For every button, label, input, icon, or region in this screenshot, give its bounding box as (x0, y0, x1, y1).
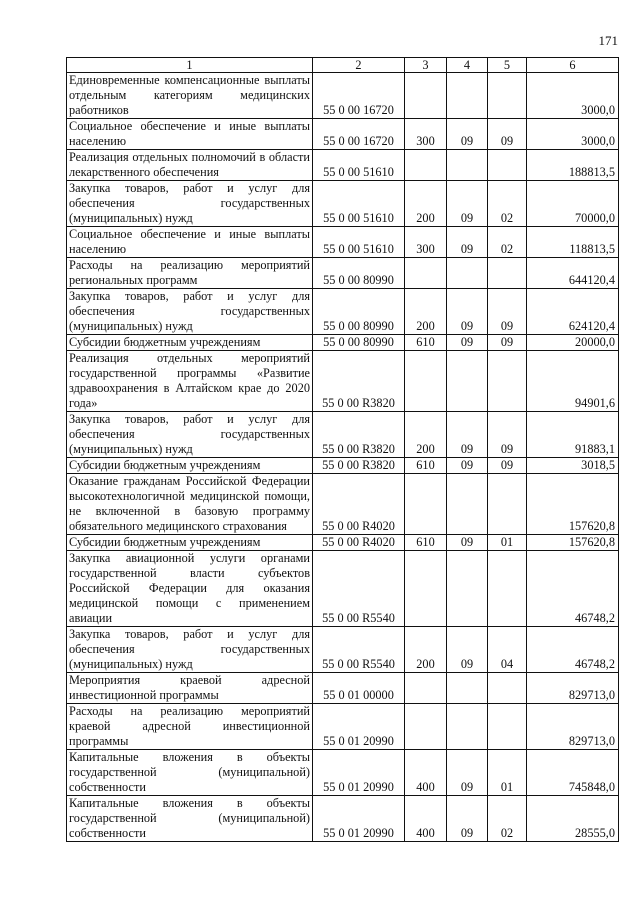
row-sum-cell: 3000,0 (527, 73, 619, 119)
row-sum-cell: 644120,4 (527, 258, 619, 289)
row-name-cell: Расходы на реализацию мероприятий региональных программ (67, 258, 313, 289)
row-name-cell: Расходы на реализацию мероприятий краевой адресной инвестиционной программы (67, 704, 313, 750)
row-pr-cell (488, 351, 527, 412)
row-code-cell: 55 0 00 R5540 (313, 551, 405, 627)
row-code-cell: 55 0 00 16720 (313, 119, 405, 150)
row-name-cell: Капитальные вложения в объекты государственной (муниципальной) собственности (67, 796, 313, 842)
row-code-cell: 55 0 00 80990 (313, 335, 405, 351)
row-pr-cell: 02 (488, 227, 527, 258)
row-sum-cell: 3000,0 (527, 119, 619, 150)
row-rz-cell: 09 (447, 796, 488, 842)
row-pr-cell (488, 704, 527, 750)
row-name-cell: Закупка товаров, работ и услуг для обеспечения государственных (муниципальных) нужд (67, 627, 313, 673)
row-sum-cell: 829713,0 (527, 673, 619, 704)
row-pr-cell (488, 73, 527, 119)
row-name-cell: Закупка товаров, работ и услуг для обеспечения государственных (муниципальных) нужд (67, 289, 313, 335)
row-sum-cell: 91883,1 (527, 412, 619, 458)
row-sum-cell: 829713,0 (527, 704, 619, 750)
row-pr-cell: 09 (488, 458, 527, 474)
row-code-cell: 55 0 00 R4020 (313, 474, 405, 535)
row-name-cell: Социальное обеспечение и иные выплаты населению (67, 227, 313, 258)
row-vr-cell: 300 (405, 227, 447, 258)
row-rz-cell: 09 (447, 627, 488, 673)
row-name-cell: Субсидии бюджетным учреждениям (67, 458, 313, 474)
row-vr-cell (405, 73, 447, 119)
table-row (67, 335, 619, 351)
row-pr-cell (488, 150, 527, 181)
row-code-cell: 55 0 01 00000 (313, 673, 405, 704)
row-pr-cell (488, 673, 527, 704)
row-rz-cell: 09 (447, 458, 488, 474)
row-name-cell: Единовременные компенсационные выплаты отдельным категориям медицинских работников (67, 73, 313, 119)
row-rz-cell (447, 73, 488, 119)
row-vr-cell: 610 (405, 535, 447, 551)
row-vr-cell: 610 (405, 335, 447, 351)
table-row (67, 150, 619, 181)
table-header-row (67, 58, 619, 73)
column-header: 6 (527, 58, 619, 73)
row-name-cell: Капитальные вложения в объекты государственной (муниципальной) собственности (67, 750, 313, 796)
row-sum-cell: 745848,0 (527, 750, 619, 796)
row-code-cell: 55 0 00 80990 (313, 289, 405, 335)
row-rz-cell (447, 258, 488, 289)
row-rz-cell: 09 (447, 119, 488, 150)
row-vr-cell: 200 (405, 627, 447, 673)
row-sum-cell: 70000,0 (527, 181, 619, 227)
row-sum-cell: 188813,5 (527, 150, 619, 181)
table-row (67, 227, 619, 258)
table-row (67, 119, 619, 150)
row-pr-cell: 02 (488, 181, 527, 227)
row-pr-cell: 02 (488, 796, 527, 842)
row-name-cell: Реализация отдельных мероприятий государственной программы «Развитие здравоохранения в Алтайском крае до 2020 года» (67, 351, 313, 412)
row-name-cell: Субсидии бюджетным учреждениям (67, 535, 313, 551)
table-row (67, 181, 619, 227)
table-row (67, 258, 619, 289)
row-name-cell: Субсидии бюджетным учреждениям (67, 335, 313, 351)
row-sum-cell: 28555,0 (527, 796, 619, 842)
column-header: 4 (447, 58, 488, 73)
column-header: 1 (67, 58, 313, 73)
row-pr-cell: 09 (488, 119, 527, 150)
row-rz-cell (447, 351, 488, 412)
row-pr-cell: 09 (488, 335, 527, 351)
row-rz-cell (447, 551, 488, 627)
row-name-cell: Оказание гражданам Российской Федерации высокотехнологичной медицинской помощи, не включенной в базовую программу обязательного медицинского страхования (67, 474, 313, 535)
table-row (67, 412, 619, 458)
column-header: 3 (405, 58, 447, 73)
row-sum-cell: 46748,2 (527, 551, 619, 627)
table-row (67, 750, 619, 796)
table-row (67, 796, 619, 842)
row-sum-cell: 46748,2 (527, 627, 619, 673)
table-row (67, 351, 619, 412)
row-code-cell: 55 0 01 20990 (313, 796, 405, 842)
row-rz-cell (447, 150, 488, 181)
row-rz-cell: 09 (447, 227, 488, 258)
row-vr-cell: 400 (405, 750, 447, 796)
row-name-cell: Социальное обеспечение и иные выплаты населению (67, 119, 313, 150)
row-vr-cell (405, 150, 447, 181)
row-vr-cell: 300 (405, 119, 447, 150)
row-code-cell: 55 0 01 20990 (313, 704, 405, 750)
row-vr-cell: 200 (405, 289, 447, 335)
table-row (67, 289, 619, 335)
row-rz-cell: 09 (447, 289, 488, 335)
row-code-cell: 55 0 00 51610 (313, 181, 405, 227)
row-rz-cell (447, 704, 488, 750)
table-body (67, 73, 619, 842)
row-sum-cell: 157620,8 (527, 474, 619, 535)
row-pr-cell: 01 (488, 535, 527, 551)
row-code-cell: 55 0 00 R3820 (313, 351, 405, 412)
row-vr-cell (405, 258, 447, 289)
row-sum-cell: 20000,0 (527, 335, 619, 351)
table-row (67, 73, 619, 119)
budget-table (66, 57, 619, 842)
row-code-cell: 55 0 01 20990 (313, 750, 405, 796)
table-row (67, 474, 619, 535)
column-header: 2 (313, 58, 405, 73)
table-row (67, 458, 619, 474)
row-code-cell: 55 0 00 51610 (313, 227, 405, 258)
row-vr-cell (405, 551, 447, 627)
row-code-cell: 55 0 00 R3820 (313, 458, 405, 474)
row-sum-cell: 3018,5 (527, 458, 619, 474)
row-name-cell: Закупка товаров, работ и услуг для обеспечения государственных (муниципальных) нужд (67, 412, 313, 458)
row-sum-cell: 624120,4 (527, 289, 619, 335)
row-name-cell: Реализация отдельных полномочий в области лекарственного обеспечения (67, 150, 313, 181)
row-code-cell: 55 0 00 R5540 (313, 627, 405, 673)
row-vr-cell (405, 474, 447, 535)
row-vr-cell (405, 704, 447, 750)
table-row (67, 627, 619, 673)
page-number: 171 (598, 33, 618, 48)
row-rz-cell (447, 474, 488, 535)
row-vr-cell: 200 (405, 412, 447, 458)
row-vr-cell (405, 673, 447, 704)
row-rz-cell: 09 (447, 412, 488, 458)
row-pr-cell (488, 551, 527, 627)
table-row (67, 704, 619, 750)
row-sum-cell: 118813,5 (527, 227, 619, 258)
row-code-cell: 55 0 00 16720 (313, 73, 405, 119)
table-row (67, 673, 619, 704)
row-rz-cell: 09 (447, 750, 488, 796)
row-code-cell: 55 0 00 80990 (313, 258, 405, 289)
table-row (67, 535, 619, 551)
row-code-cell: 55 0 00 R3820 (313, 412, 405, 458)
row-pr-cell (488, 474, 527, 535)
row-name-cell: Мероприятия краевой адресной инвестиционной программы (67, 673, 313, 704)
row-vr-cell (405, 351, 447, 412)
row-name-cell: Закупка товаров, работ и услуг для обеспечения государственных (муниципальных) нужд (67, 181, 313, 227)
column-header: 5 (488, 58, 527, 73)
row-sum-cell: 157620,8 (527, 535, 619, 551)
row-pr-cell: 04 (488, 627, 527, 673)
row-code-cell: 55 0 00 R4020 (313, 535, 405, 551)
row-rz-cell: 09 (447, 181, 488, 227)
row-name-cell: Закупка авиационной услуги органами государственной власти субъектов Российской Федерации для оказания медицинской помощи с применением авиации (67, 551, 313, 627)
row-sum-cell: 94901,6 (527, 351, 619, 412)
table-row (67, 551, 619, 627)
row-rz-cell: 09 (447, 335, 488, 351)
row-vr-cell: 200 (405, 181, 447, 227)
row-pr-cell (488, 258, 527, 289)
row-rz-cell (447, 673, 488, 704)
row-code-cell: 55 0 00 51610 (313, 150, 405, 181)
row-vr-cell: 610 (405, 458, 447, 474)
row-pr-cell: 09 (488, 289, 527, 335)
row-pr-cell: 01 (488, 750, 527, 796)
row-pr-cell: 09 (488, 412, 527, 458)
row-rz-cell: 09 (447, 535, 488, 551)
row-vr-cell: 400 (405, 796, 447, 842)
